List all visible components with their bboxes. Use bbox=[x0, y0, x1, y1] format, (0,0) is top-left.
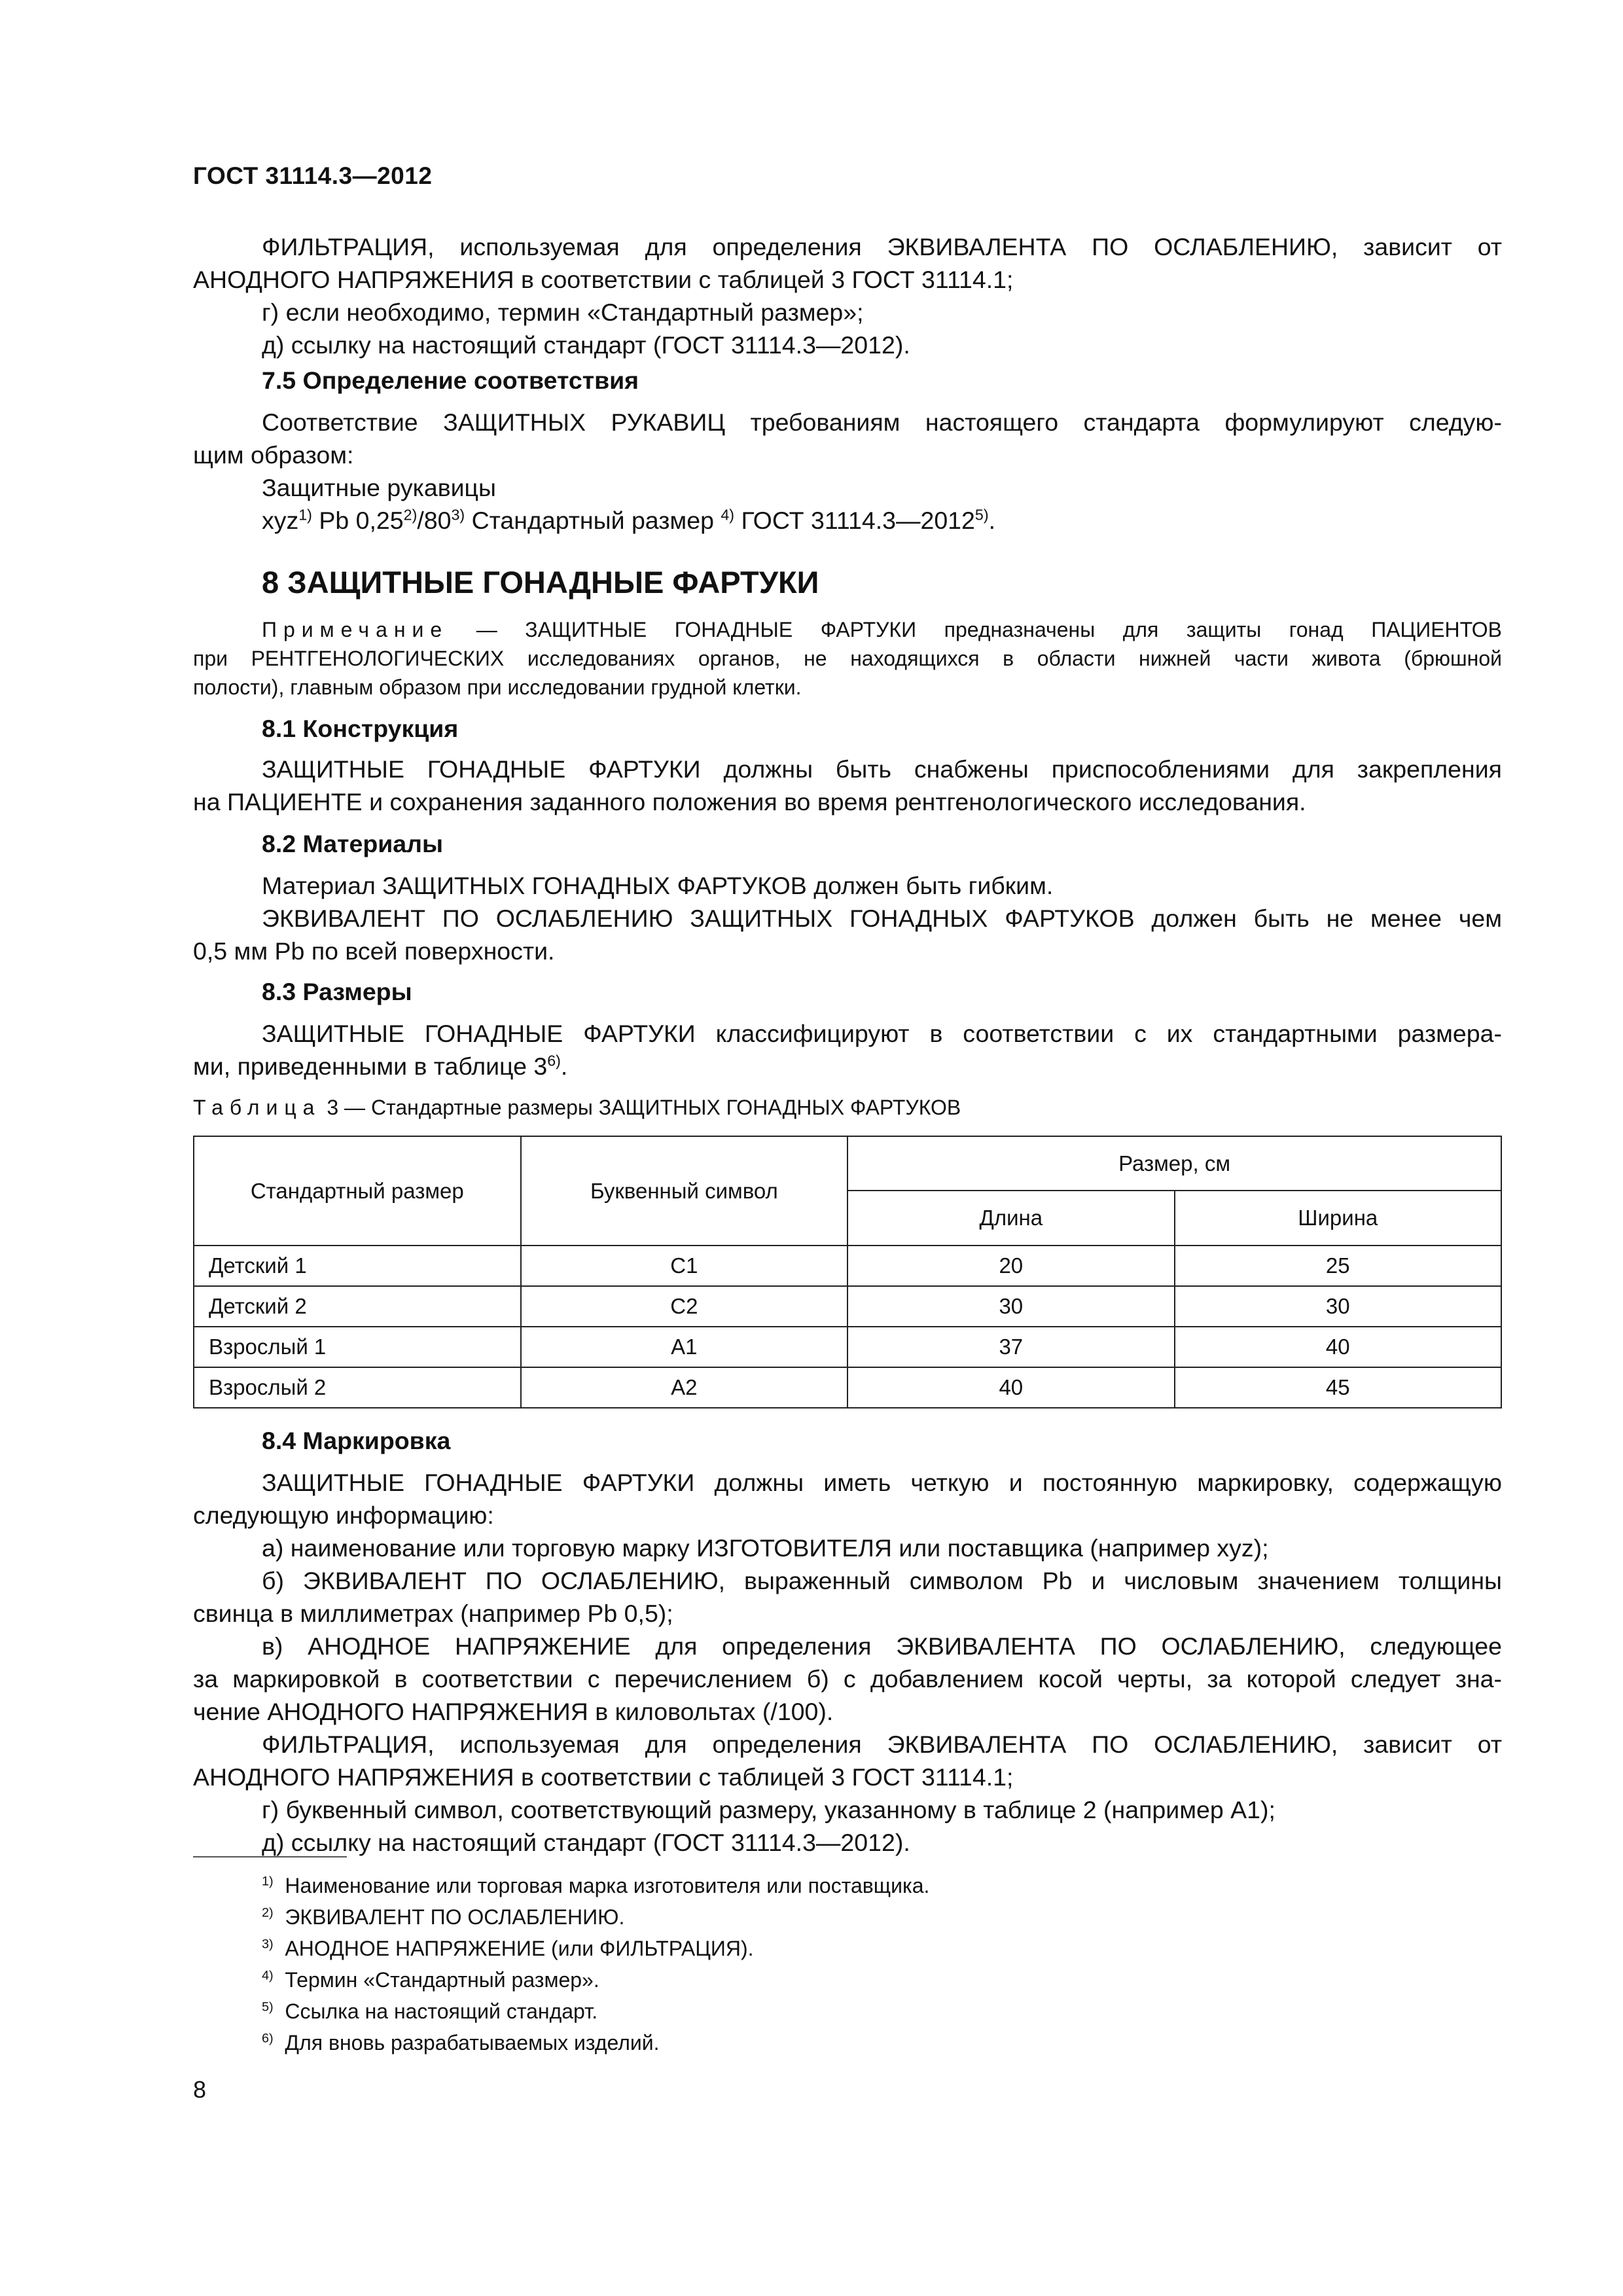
section-8-1-line1: ЗАЩИТНЫЕ ГОНАДНЫЕ ФАРТУКИ должны быть снабжены приспособлениями для закрепления bbox=[262, 755, 1502, 783]
table-3 bbox=[193, 1136, 1502, 1408]
section-8-4-item-v-line1: в) АНОДНОЕ НАПРЯЖЕНИЕ для определения ЭКВИВАЛЕНТА ПО ОСЛАБЛЕНИЮ, следующее bbox=[262, 1632, 1502, 1660]
col-header-size: Стандартный размер bbox=[194, 1136, 521, 1246]
section-8-4-item-b-line1: б) ЭКВИВАЛЕНТ ПО ОСЛАБЛЕНИЮ, выраженный символом Pb и числовым значением толщины bbox=[262, 1567, 1502, 1594]
table-row bbox=[194, 1246, 1501, 1286]
section-8-4-line2: следующую информацию: bbox=[193, 1501, 494, 1529]
section-8-3-line1: ЗАЩИТНЫЕ ГОНАДНЫЕ ФАРТУКИ классифицируют в соответствии с их стандартными размера- bbox=[262, 1020, 1502, 1047]
footnote: $^{5)}$ Ссылка на настоящий стандарт. bbox=[262, 2000, 598, 2023]
cell-size: Детский 2 bbox=[194, 1286, 521, 1327]
cell-length: 40 bbox=[847, 1367, 1174, 1408]
section-8-1-title: 8.1 Конструкция bbox=[262, 715, 459, 742]
col-header-dimensions: Размер, см bbox=[847, 1136, 1501, 1191]
footnote: $^{6)}$ Для вновь разрабатываемых изделий. bbox=[262, 2031, 660, 2054]
cell-length: 20 bbox=[847, 1246, 1174, 1286]
table-3-caption: Таблица 3 — Стандартные размеры ЗАЩИТНЫХ ГОНАДНЫХ ФАРТУКОВ bbox=[193, 1096, 961, 1119]
table-row bbox=[194, 1327, 1501, 1367]
section-8-4-item-d: д) ссылку на настоящий стандарт (ГОСТ 31114.3—2012). bbox=[262, 1829, 910, 1856]
section-8-4-title: 8.4 Маркировка bbox=[262, 1427, 451, 1454]
section-8-4-item-v-line3: чение АНОДНОГО НАПРЯЖЕНИЯ в киловольтах (/100). bbox=[193, 1698, 834, 1725]
section-8-note-line2: при РЕНТГЕНОЛОГИЧЕСКИХ исследованиях органов, не находящихся в области нижней части живота (брюшной bbox=[193, 647, 1502, 670]
table-row bbox=[194, 1286, 1501, 1327]
cell-size: Детский 1 bbox=[194, 1246, 521, 1286]
col-header-symbol: Буквенный символ bbox=[521, 1136, 848, 1246]
document-header: ГОСТ 31114.3—2012 bbox=[193, 162, 433, 189]
col-header-width: Ширина bbox=[1175, 1191, 1501, 1246]
cell-length: 37 bbox=[847, 1327, 1174, 1367]
section-8-2-line1: Материал ЗАЩИТНЫХ ГОНАДНЫХ ФАРТУКОВ должен быть гибким. bbox=[262, 872, 1054, 899]
intro-item-g: г) если необходимо, термин «Стандартный размер»; bbox=[262, 298, 864, 326]
note-label: Примечание bbox=[262, 618, 449, 641]
cell-width: 45 bbox=[1175, 1367, 1501, 1408]
section-7-5-line2: щим образом: bbox=[193, 441, 354, 469]
cell-size: Взрослый 2 bbox=[194, 1367, 521, 1408]
section-8-3-title: 8.3 Размеры bbox=[262, 978, 412, 1005]
section-8-3-line2: ми, приведенными в таблице 3$^{6)}$. bbox=[193, 1052, 568, 1080]
footnote-separator bbox=[193, 1856, 347, 1857]
intro-filtration-line2: АНОДНОГО НАПРЯЖЕНИЯ в соответствии с таблицей 3 ГОСТ 31114.1; bbox=[193, 266, 1014, 293]
section-8-2-line2: ЭКВИВАЛЕНТ ПО ОСЛАБЛЕНИЮ ЗАЩИТНЫХ ГОНАДНЫХ ФАРТУКОВ должен быть не менее чем bbox=[262, 905, 1502, 932]
section-8-title: 8 ЗАЩИТНЫЕ ГОНАДНЫЕ ФАРТУКИ bbox=[262, 565, 819, 600]
cell-symbol: A2 bbox=[521, 1367, 848, 1408]
intro-filtration-line1: ФИЛЬТРАЦИЯ, используемая для определения ЭКВИВАЛЕНТА ПО ОСЛАБЛЕНИЮ, зависит от bbox=[262, 233, 1502, 260]
section-8-4-item-a: а) наименование или торговую марку ИЗГОТОВИТЕЛЯ или поставщика (например xyz); bbox=[262, 1534, 1269, 1562]
section-7-5-title: 7.5 Определение соответствия bbox=[262, 367, 639, 394]
section-8-2-line3: 0,5 мм Pb по всей поверхности. bbox=[193, 937, 555, 965]
section-8-4-line1: ЗАЩИТНЫЕ ГОНАДНЫЕ ФАРТУКИ должны иметь четкую и постоянную маркировку, содержащую bbox=[262, 1469, 1502, 1496]
footnote: $^{2)}$ ЭКВИВАЛЕНТ ПО ОСЛАБЛЕНИЮ. bbox=[262, 1905, 625, 1929]
section-7-5-line1: Соответствие ЗАЩИТНЫХ РУКАВИЦ требованиям настоящего стандарта формулируют следую- bbox=[262, 408, 1502, 436]
cell-width: 25 bbox=[1175, 1246, 1501, 1286]
section-8-4-item-v-line2: за маркировкой в соответствии с перечислением б) с добавлением косой черты, за которой следует зна- bbox=[193, 1665, 1502, 1693]
cell-symbol: C1 bbox=[521, 1246, 848, 1286]
footnote: $^{1)}$ Наименование или торговая марка изготовителя или поставщика. bbox=[262, 1874, 930, 1897]
section-8-4-item-g: г) буквенный символ, соответствующий размеру, указанному в таблице 2 (например A1); bbox=[262, 1796, 1275, 1823]
col-header-length: Длина bbox=[847, 1191, 1174, 1246]
section-8-4-filtration-line1: ФИЛЬТРАЦИЯ, используемая для определения ЭКВИВАЛЕНТА ПО ОСЛАБЛЕНИЮ, зависит от bbox=[262, 1731, 1502, 1758]
footnote: $^{4)}$ Термин «Стандартный размер». bbox=[262, 1968, 599, 1992]
section-8-4-filtration-line2: АНОДНОГО НАПРЯЖЕНИЯ в соответствии с таблицей 3 ГОСТ 31114.1; bbox=[193, 1763, 1014, 1791]
marking-example: xyz$^{1)}$ Pb 0,25$^{2)}$/80$^{3)}$ Стандартный размер $^{4)}$ ГОСТ 31114.3—2012$^{5)}$. bbox=[262, 506, 995, 534]
footnote: $^{3)}$ АНОДНОЕ НАПРЯЖЕНИЕ (или ФИЛЬТРАЦИЯ). bbox=[262, 1937, 754, 1960]
cell-length: 30 bbox=[847, 1286, 1174, 1327]
cell-width: 30 bbox=[1175, 1286, 1501, 1327]
cell-size: Взрослый 1 bbox=[194, 1327, 521, 1367]
section-7-5-line3: Защитные рукавицы bbox=[262, 474, 496, 501]
section-8-1-line2: на ПАЦИЕНТЕ и сохранения заданного положения во время рентгенологического исследования. bbox=[193, 788, 1306, 816]
section-8-2-title: 8.2 Материалы bbox=[262, 830, 443, 857]
table-row bbox=[194, 1367, 1501, 1408]
section-8-4-item-b-line2: свинца в миллиметрах (например Pb 0,5); bbox=[193, 1600, 673, 1627]
page-number: 8 bbox=[193, 2076, 207, 2103]
intro-item-d: д) ссылку на настоящий стандарт (ГОСТ 31114.3—2012). bbox=[262, 331, 910, 359]
section-8-note-line1: Примечание — ЗАЩИТНЫЕ ГОНАДНЫЕ ФАРТУКИ предназначены для защиты гонад ПАЦИЕНТОВ bbox=[262, 618, 1502, 641]
cell-width: 40 bbox=[1175, 1327, 1501, 1367]
section-8-note-line3: полости), главным образом при исследовании грудной клетки. bbox=[193, 675, 802, 699]
cell-symbol: C2 bbox=[521, 1286, 848, 1327]
cell-symbol: A1 bbox=[521, 1327, 848, 1367]
